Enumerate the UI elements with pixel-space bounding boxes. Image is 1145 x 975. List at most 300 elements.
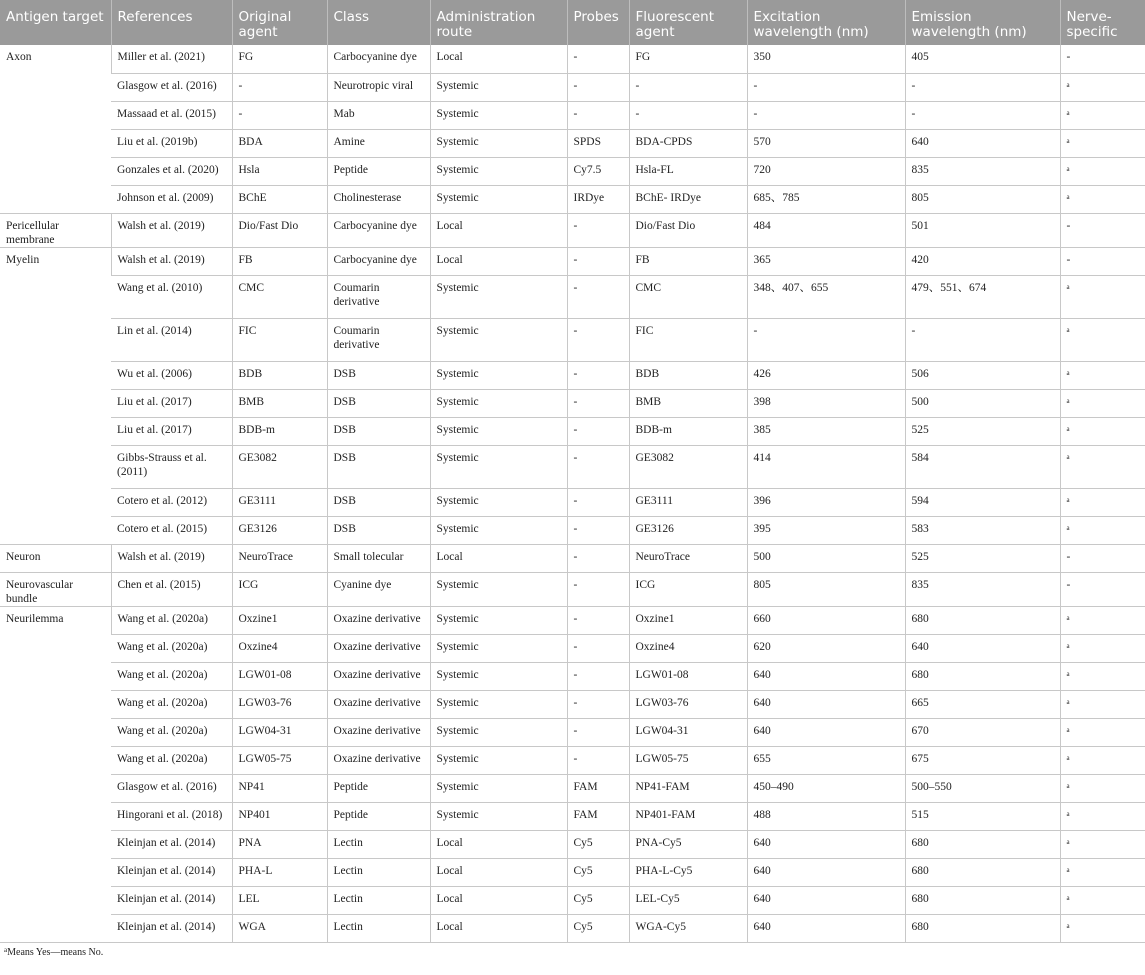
administration-route-cell: Systemic [430, 318, 567, 361]
administration-route-cell: Local [430, 544, 567, 572]
table-row [0, 73, 1145, 101]
probes-cell: SPDS [567, 129, 629, 157]
nerve-specific-cell [1060, 690, 1145, 718]
table-row [0, 445, 1145, 488]
emission-wavelength-cell: 525 [905, 417, 1060, 445]
table-row [0, 606, 1145, 634]
class-cell: Lectin [327, 830, 430, 858]
administration-route-cell: Systemic [430, 662, 567, 690]
table-row [0, 417, 1145, 445]
probes-cell: - [567, 746, 629, 774]
reference-cell: Walsh et al. (2019) [111, 213, 232, 247]
excitation-wavelength-cell: 570 [747, 129, 905, 157]
probes-cell: - [567, 275, 629, 318]
nerve-specific-cell [1060, 101, 1145, 129]
reference-cell: Kleinjan et al. (2014) [111, 858, 232, 886]
probes-cell: - [567, 213, 629, 247]
excitation-wavelength-cell: - [747, 73, 905, 101]
original-agent-cell: LEL [232, 886, 327, 914]
emission-wavelength-cell: 665 [905, 690, 1060, 718]
fluorescent-agent-cell: BMB [629, 389, 747, 417]
administration-route-cell: Systemic [430, 606, 567, 634]
original-agent-cell: LGW04-31 [232, 718, 327, 746]
emission-wavelength-cell: 680 [905, 886, 1060, 914]
probes-cell: - [567, 718, 629, 746]
reference-cell: Hingorani et al. (2018) [111, 802, 232, 830]
fluorescent-agent-cell: BChE- IRDye [629, 185, 747, 213]
footnote-marker: a [1066, 669, 1070, 678]
nerve-specific-cell: - [1060, 247, 1145, 275]
emission-wavelength-cell: 500 [905, 389, 1060, 417]
footnote-marker: a [1066, 893, 1070, 902]
class-cell: DSB [327, 516, 430, 544]
class-cell: Oxazine derivative [327, 690, 430, 718]
class-cell: Carbocyanine dye [327, 45, 430, 73]
class-cell: DSB [327, 361, 430, 389]
nerve-specific-cell: - [1060, 213, 1145, 247]
original-agent-cell: - [232, 101, 327, 129]
footnote-marker: a [1066, 325, 1070, 334]
administration-route-cell: Systemic [430, 802, 567, 830]
probes-cell: Cy5 [567, 858, 629, 886]
col-header-references: References [111, 0, 232, 45]
nerve-specific-cell [1060, 361, 1145, 389]
footnote-marker: a [1066, 523, 1070, 532]
reference-cell: Gibbs-Strauss et al. (2011) [111, 445, 232, 488]
col-header-probes: Probes [567, 0, 629, 45]
original-agent-cell: GE3111 [232, 488, 327, 516]
original-agent-cell: BDB [232, 361, 327, 389]
original-agent-cell: Dio/Fast Dio [232, 213, 327, 247]
class-cell: DSB [327, 445, 430, 488]
original-agent-cell: FG [232, 45, 327, 73]
class-cell: Lectin [327, 858, 430, 886]
table-row [0, 634, 1145, 662]
class-cell: Neurotropic viral [327, 73, 430, 101]
reference-cell: Wu et al. (2006) [111, 361, 232, 389]
emission-wavelength-cell: 501 [905, 213, 1060, 247]
administration-route-cell: Systemic [430, 488, 567, 516]
reference-cell: Kleinjan et al. (2014) [111, 914, 232, 942]
probes-cell: - [567, 318, 629, 361]
table-row [0, 45, 1145, 73]
table-row [0, 830, 1145, 858]
probes-cell: Cy7.5 [567, 157, 629, 185]
footnote-marker: a [1066, 781, 1070, 790]
excitation-wavelength-cell: 385 [747, 417, 905, 445]
emission-wavelength-cell: 506 [905, 361, 1060, 389]
table-header [0, 0, 1145, 45]
nerve-specific-cell: - [1060, 572, 1145, 606]
fluorescent-agent-cell: BDA-CPDS [629, 129, 747, 157]
footnote-marker: a [1066, 753, 1070, 762]
excitation-wavelength-cell: 396 [747, 488, 905, 516]
emission-wavelength-cell: 680 [905, 858, 1060, 886]
reference-cell: Wang et al. (2020a) [111, 690, 232, 718]
footnote-marker: a [1066, 164, 1070, 173]
original-agent-cell: BMB [232, 389, 327, 417]
reference-cell: Lin et al. (2014) [111, 318, 232, 361]
emission-wavelength-cell: - [905, 318, 1060, 361]
fluorescent-agent-cell: Hsla-FL [629, 157, 747, 185]
table-row [0, 746, 1145, 774]
fluorescent-agent-cell: LEL-Cy5 [629, 886, 747, 914]
class-cell: Lectin [327, 886, 430, 914]
reference-cell: Massaad et al. (2015) [111, 101, 232, 129]
original-agent-cell: NeuroTrace [232, 544, 327, 572]
original-agent-cell: Hsla [232, 157, 327, 185]
administration-route-cell: Systemic [430, 634, 567, 662]
nerve-specific-cell [1060, 606, 1145, 634]
fluorescent-agent-cell: - [629, 101, 747, 129]
table-row [0, 662, 1145, 690]
emission-wavelength-cell: 525 [905, 544, 1060, 572]
class-cell: Carbocyanine dye [327, 247, 430, 275]
administration-route-cell: Local [430, 886, 567, 914]
reference-cell: Kleinjan et al. (2014) [111, 886, 232, 914]
emission-wavelength-cell: - [905, 101, 1060, 129]
probes-cell: - [567, 389, 629, 417]
administration-route-cell: Systemic [430, 275, 567, 318]
class-cell: Oxazine derivative [327, 662, 430, 690]
class-cell: Oxazine derivative [327, 718, 430, 746]
footnote-marker: a [1066, 424, 1070, 433]
nerve-specific-cell [1060, 445, 1145, 488]
fluorescent-agent-cell: NeuroTrace [629, 544, 747, 572]
class-cell: Oxazine derivative [327, 746, 430, 774]
probes-cell: - [567, 690, 629, 718]
original-agent-cell: NP41 [232, 774, 327, 802]
reference-cell: Wang et al. (2020a) [111, 662, 232, 690]
table-row [0, 858, 1145, 886]
class-cell: Coumarin derivative [327, 318, 430, 361]
table-row [0, 690, 1145, 718]
administration-route-cell: Systemic [430, 746, 567, 774]
emission-wavelength-cell: 500–550 [905, 774, 1060, 802]
class-cell: Lectin [327, 914, 430, 942]
reference-cell: Wang et al. (2010) [111, 275, 232, 318]
excitation-wavelength-cell: 350 [747, 45, 905, 73]
emission-wavelength-cell: 584 [905, 445, 1060, 488]
fluorescent-agent-cell: BDB-m [629, 417, 747, 445]
footnote-marker: a [1066, 192, 1070, 201]
table-footnote [0, 943, 1145, 958]
emission-wavelength-cell: 675 [905, 746, 1060, 774]
col-header-administration-route: Administration route [430, 0, 567, 45]
col-header-nerve-specific: Nerve-specific [1060, 0, 1145, 45]
class-cell: Carbocyanine dye [327, 213, 430, 247]
fluorescent-agent-cell: FG [629, 45, 747, 73]
original-agent-cell: GE3082 [232, 445, 327, 488]
table-row [0, 129, 1145, 157]
table-row [0, 516, 1145, 544]
antigen-target-cell: Pericellular membrane [0, 213, 111, 247]
excitation-wavelength-cell: - [747, 318, 905, 361]
excitation-wavelength-cell: 488 [747, 802, 905, 830]
reference-cell: Miller et al. (2021) [111, 45, 232, 73]
fluorescent-agent-cell: NP41-FAM [629, 774, 747, 802]
probes-cell: Cy5 [567, 914, 629, 942]
footnote-marker: a [1066, 641, 1070, 650]
footnote-marker: a [1066, 108, 1070, 117]
antigen-target-cell: Neurilemma [0, 606, 111, 942]
original-agent-cell: FB [232, 247, 327, 275]
fluorescent-agent-cell: BDB [629, 361, 747, 389]
footnote-marker: a [4, 945, 8, 954]
table-row [0, 157, 1145, 185]
footnote-marker: a [1066, 725, 1070, 734]
excitation-wavelength-cell: 398 [747, 389, 905, 417]
probes-cell: - [567, 516, 629, 544]
original-agent-cell: BDB-m [232, 417, 327, 445]
original-agent-cell: GE3126 [232, 516, 327, 544]
table-row [0, 213, 1145, 247]
footnote-marker: a [1066, 865, 1070, 874]
table-row [0, 389, 1145, 417]
excitation-wavelength-cell: 426 [747, 361, 905, 389]
nerve-specific-cell [1060, 275, 1145, 318]
excitation-wavelength-cell: 414 [747, 445, 905, 488]
fluorescent-agent-cell: PHA-L-Cy5 [629, 858, 747, 886]
class-cell: Coumarin derivative [327, 275, 430, 318]
probes-cell: IRDye [567, 185, 629, 213]
nerve-specific-cell [1060, 185, 1145, 213]
footnote-marker: a [1066, 495, 1070, 504]
antigen-target-cell: Axon [0, 45, 111, 213]
nerve-specific-cell [1060, 914, 1145, 942]
footnote-marker: a [1066, 368, 1070, 377]
probes-cell: - [567, 247, 629, 275]
footnote-text: Means Yes—means No. [7, 946, 104, 958]
excitation-wavelength-cell: 640 [747, 690, 905, 718]
fluorescent-agent-cell: GE3111 [629, 488, 747, 516]
administration-route-cell: Systemic [430, 185, 567, 213]
administration-route-cell: Systemic [430, 389, 567, 417]
fluorescent-agent-cell: - [629, 73, 747, 101]
nerve-specific-cell [1060, 830, 1145, 858]
probes-cell: FAM [567, 774, 629, 802]
administration-route-cell: Systemic [430, 516, 567, 544]
probes-cell: - [567, 488, 629, 516]
original-agent-cell: LGW01-08 [232, 662, 327, 690]
class-cell: DSB [327, 389, 430, 417]
nerve-specific-cell [1060, 129, 1145, 157]
col-header-antigen-target: Antigen target [0, 0, 111, 45]
original-agent-cell: PNA [232, 830, 327, 858]
excitation-wavelength-cell: 484 [747, 213, 905, 247]
administration-route-cell: Systemic [430, 690, 567, 718]
probes-cell: - [567, 445, 629, 488]
original-agent-cell: FIC [232, 318, 327, 361]
class-cell: Peptide [327, 157, 430, 185]
original-agent-cell: WGA [232, 914, 327, 942]
emission-wavelength-cell: 405 [905, 45, 1060, 73]
excitation-wavelength-cell: 805 [747, 572, 905, 606]
administration-route-cell: Local [430, 247, 567, 275]
table-row [0, 914, 1145, 942]
original-agent-cell: - [232, 73, 327, 101]
footnote-marker: a [1066, 697, 1070, 706]
probes-cell: - [567, 634, 629, 662]
emission-wavelength-cell: 640 [905, 634, 1060, 662]
nerve-specific-cell [1060, 417, 1145, 445]
antigen-target-cell: Neuron [0, 544, 111, 572]
reference-cell: Cotero et al. (2015) [111, 516, 232, 544]
excitation-wavelength-cell: 395 [747, 516, 905, 544]
class-cell: Peptide [327, 802, 430, 830]
col-header-original-agent: Original agent [232, 0, 327, 45]
fluorescent-agent-cell: WGA-Cy5 [629, 914, 747, 942]
nerve-specific-cell [1060, 858, 1145, 886]
probes-cell: - [567, 606, 629, 634]
emission-wavelength-cell: 594 [905, 488, 1060, 516]
table-row [0, 572, 1145, 606]
emission-wavelength-cell: 479、551、674 [905, 275, 1060, 318]
probes-cell: - [567, 417, 629, 445]
class-cell: DSB [327, 488, 430, 516]
table-row [0, 318, 1145, 361]
excitation-wavelength-cell: 450–490 [747, 774, 905, 802]
table-row [0, 488, 1145, 516]
fluorescent-agent-cell: NP401-FAM [629, 802, 747, 830]
excitation-wavelength-cell: 640 [747, 830, 905, 858]
administration-route-cell: Local [430, 45, 567, 73]
nerve-specific-cell [1060, 774, 1145, 802]
excitation-wavelength-cell: 655 [747, 746, 905, 774]
fluorescent-agent-cell: LGW04-31 [629, 718, 747, 746]
table-row [0, 185, 1145, 213]
administration-route-cell: Local [430, 830, 567, 858]
table-row [0, 886, 1145, 914]
original-agent-cell: PHA-L [232, 858, 327, 886]
fluorescent-agent-cell: LGW03-76 [629, 690, 747, 718]
excitation-wavelength-cell: 720 [747, 157, 905, 185]
reference-cell: Liu et al. (2017) [111, 389, 232, 417]
class-cell: Mab [327, 101, 430, 129]
nerve-specific-cell [1060, 73, 1145, 101]
probes-cell: - [567, 544, 629, 572]
probes-cell: - [567, 662, 629, 690]
reference-cell: Chen et al. (2015) [111, 572, 232, 606]
reference-cell: Walsh et al. (2019) [111, 544, 232, 572]
reference-cell: Liu et al. (2019b) [111, 129, 232, 157]
reference-cell: Wang et al. (2020a) [111, 718, 232, 746]
col-header-excitation-wavelength: Excitation wavelength (nm) [747, 0, 905, 45]
reference-cell: Wang et al. (2020a) [111, 746, 232, 774]
excitation-wavelength-cell: 660 [747, 606, 905, 634]
class-cell: Oxazine derivative [327, 634, 430, 662]
probes-cell: Cy5 [567, 886, 629, 914]
administration-route-cell: Systemic [430, 572, 567, 606]
administration-route-cell: Systemic [430, 718, 567, 746]
nerve-specific-cell [1060, 634, 1145, 662]
administration-route-cell: Systemic [430, 129, 567, 157]
col-header-emission-wavelength: Emission wavelength (nm) [905, 0, 1060, 45]
table-row [0, 275, 1145, 318]
nerve-specific-cell [1060, 157, 1145, 185]
original-agent-cell: LGW05-75 [232, 746, 327, 774]
emission-wavelength-cell: 680 [905, 662, 1060, 690]
emission-wavelength-cell: 680 [905, 606, 1060, 634]
footnote-marker: a [1066, 613, 1070, 622]
fluorescent-agent-cell: LGW05-75 [629, 746, 747, 774]
class-cell: Peptide [327, 774, 430, 802]
emission-wavelength-cell: 670 [905, 718, 1060, 746]
footnote-marker: a [1066, 396, 1070, 405]
excitation-wavelength-cell: - [747, 101, 905, 129]
excitation-wavelength-cell: 640 [747, 718, 905, 746]
probes-cell: - [567, 101, 629, 129]
nerve-specific-cell: - [1060, 544, 1145, 572]
emission-wavelength-cell: 835 [905, 157, 1060, 185]
reference-cell: Wang et al. (2020a) [111, 606, 232, 634]
nerve-specific-cell [1060, 318, 1145, 361]
col-header-fluorescent-agent: Fluorescent agent [629, 0, 747, 45]
original-agent-cell: Oxzine4 [232, 634, 327, 662]
table-row [0, 247, 1145, 275]
fluorescent-agent-cell: ICG [629, 572, 747, 606]
probes-cell: FAM [567, 802, 629, 830]
table-row [0, 774, 1145, 802]
administration-route-cell: Systemic [430, 445, 567, 488]
emission-wavelength-cell: 680 [905, 914, 1060, 942]
reference-cell: Kleinjan et al. (2014) [111, 830, 232, 858]
administration-route-cell: Systemic [430, 774, 567, 802]
excitation-wavelength-cell: 640 [747, 662, 905, 690]
reference-cell: Johnson et al. (2009) [111, 185, 232, 213]
nerve-specific-cell [1060, 886, 1145, 914]
excitation-wavelength-cell: 365 [747, 247, 905, 275]
administration-route-cell: Systemic [430, 417, 567, 445]
emission-wavelength-cell: 680 [905, 830, 1060, 858]
table-row [0, 361, 1145, 389]
nerve-specific-cell [1060, 802, 1145, 830]
excitation-wavelength-cell: 640 [747, 858, 905, 886]
nerve-specific-cell [1060, 488, 1145, 516]
administration-route-cell: Systemic [430, 73, 567, 101]
fluorescent-agent-cell: Oxzine1 [629, 606, 747, 634]
class-cell: Small tolecular [327, 544, 430, 572]
col-header-class: Class [327, 0, 430, 45]
nerve-specific-cell [1060, 718, 1145, 746]
antigen-target-cell: Myelin [0, 247, 111, 544]
probes-cell: Cy5 [567, 830, 629, 858]
reference-cell: Glasgow et al. (2016) [111, 774, 232, 802]
nerve-specific-cell: - [1060, 45, 1145, 73]
administration-route-cell: Systemic [430, 361, 567, 389]
class-cell: Oxazine derivative [327, 606, 430, 634]
nerve-specific-cell [1060, 516, 1145, 544]
probes-cell: - [567, 45, 629, 73]
reference-cell: Wang et al. (2020a) [111, 634, 232, 662]
original-agent-cell: CMC [232, 275, 327, 318]
emission-wavelength-cell: 805 [905, 185, 1060, 213]
nerve-specific-cell [1060, 746, 1145, 774]
emission-wavelength-cell: 835 [905, 572, 1060, 606]
class-cell: Cyanine dye [327, 572, 430, 606]
excitation-wavelength-cell: 348、407、655 [747, 275, 905, 318]
emission-wavelength-cell: 583 [905, 516, 1060, 544]
excitation-wavelength-cell: 685、785 [747, 185, 905, 213]
excitation-wavelength-cell: 500 [747, 544, 905, 572]
fluorescent-agent-cell: LGW01-08 [629, 662, 747, 690]
table-row [0, 718, 1145, 746]
footnote-marker: a [1066, 921, 1070, 930]
emission-wavelength-cell: 640 [905, 129, 1060, 157]
excitation-wavelength-cell: 640 [747, 914, 905, 942]
footnote-marker: a [1066, 452, 1070, 461]
reference-cell: Cotero et al. (2012) [111, 488, 232, 516]
